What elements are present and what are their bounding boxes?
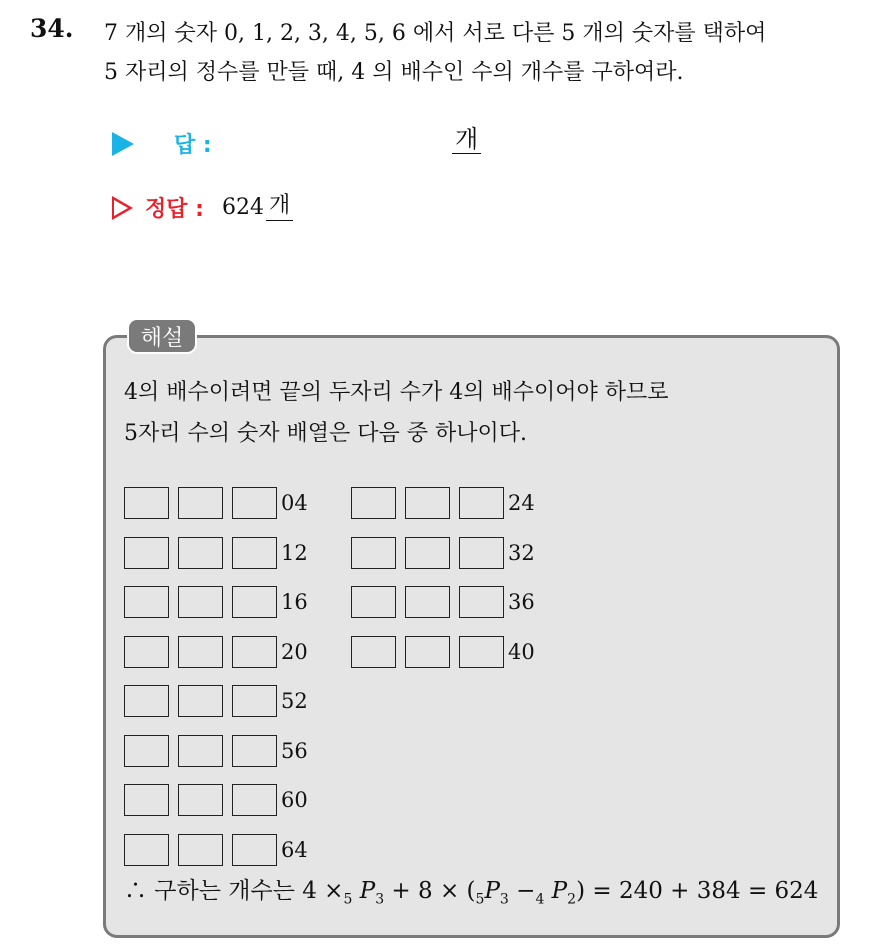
arrangement-row (124, 636, 308, 668)
arrangement-row (124, 586, 308, 618)
blank-digit-box (232, 685, 277, 717)
blank-digit-box (351, 586, 396, 618)
blank-digit-box (124, 537, 169, 569)
blank-digit-box (405, 537, 450, 569)
blank-digit-box (124, 784, 169, 816)
arrangement-row (124, 487, 308, 519)
blank-digit-box (459, 636, 504, 668)
blank-digit-box (459, 487, 504, 519)
explanation-line-2: 5자리 수의 숫자 배열은 다음 중 하나이다. (124, 421, 527, 446)
blank-digit-box (351, 636, 396, 668)
answer-unit-blank[interactable]: 개 (452, 126, 481, 154)
ending-digits: 12 (281, 541, 308, 565)
ending-digits: 60 (281, 788, 308, 812)
blank-digit-box (232, 735, 277, 767)
blank-digit-box (178, 537, 223, 569)
blank-digit-box (405, 586, 450, 618)
explanation-line-1: 4의 배수이려면 끝의 두자리 수가 4의 배수이어야 하므로 (124, 380, 669, 405)
blank-digit-box (459, 586, 504, 618)
blank-digit-box (178, 685, 223, 717)
blank-digit-box (124, 636, 169, 668)
blank-digit-box (178, 834, 223, 866)
ending-digits: 52 (281, 689, 308, 713)
arrangement-row (351, 487, 535, 519)
arrangement-row (351, 586, 535, 618)
correct-answer-row (112, 192, 293, 223)
blank-digit-box (232, 784, 277, 816)
ending-digits: 24 (508, 491, 535, 515)
arrangement-row (351, 636, 535, 668)
arrangement-row (124, 537, 308, 569)
blank-digit-box (232, 537, 277, 569)
ending-digits: 16 (281, 590, 308, 614)
question-number: 34. (30, 14, 74, 43)
blank-digit-box (232, 586, 277, 618)
ending-digits: 40 (508, 640, 535, 664)
arrangement-row (124, 735, 308, 767)
blank-digit-box (232, 636, 277, 668)
correct-answer-unit: 개 (266, 194, 293, 220)
question-text-line-1: 7 개의 숫자 0, 1, 2, 3, 4, 5, 6 에서 서로 다른 5 개의 숫자를 택하여 (104, 21, 767, 46)
ending-digits: 36 (508, 590, 535, 614)
blank-digit-box (459, 537, 504, 569)
play-triangle-icon (112, 132, 134, 156)
explanation-tab: 해설 (127, 318, 197, 354)
correct-answer-value: 624 (221, 195, 264, 220)
blank-digit-box (178, 636, 223, 668)
answer-label: 답 : (174, 133, 212, 158)
ending-digits: 56 (281, 739, 308, 763)
blank-digit-box (124, 834, 169, 866)
blank-digit-box (178, 586, 223, 618)
blank-digit-box (351, 537, 396, 569)
outline-triangle-icon (112, 196, 133, 220)
blank-digit-box (178, 735, 223, 767)
answer-row (112, 128, 212, 159)
blank-digit-box (405, 487, 450, 519)
ending-digits: 04 (281, 491, 308, 515)
arrangement-row (124, 834, 308, 866)
blank-digit-box (124, 685, 169, 717)
blank-digit-box (124, 487, 169, 519)
ending-digits: 64 (281, 838, 308, 862)
ending-digits: 32 (508, 541, 535, 565)
ending-digits: 20 (281, 640, 308, 664)
blank-digit-box (351, 487, 396, 519)
blank-digit-box (124, 735, 169, 767)
question-text-line-2: 5 자리의 정수를 만들 때, 4 의 배수인 수의 개수를 구하여라. (104, 60, 684, 85)
blank-digit-box (232, 834, 277, 866)
blank-digit-box (178, 487, 223, 519)
blank-digit-box (232, 487, 277, 519)
blank-digit-box (124, 586, 169, 618)
conclusion-formula: ∴ 구하는 개수는 $4 \times_5$ $P_3 + 8 \times (_5P_3 -_4$ $P_2) = 240 + 384 = 624$ (124, 878, 819, 908)
arrangement-row (124, 685, 308, 717)
arrangement-row (124, 784, 308, 816)
correct-answer-label: 정답 : (145, 197, 204, 222)
blank-digit-box (405, 636, 450, 668)
blank-digit-box (178, 784, 223, 816)
arrangement-row (351, 537, 535, 569)
